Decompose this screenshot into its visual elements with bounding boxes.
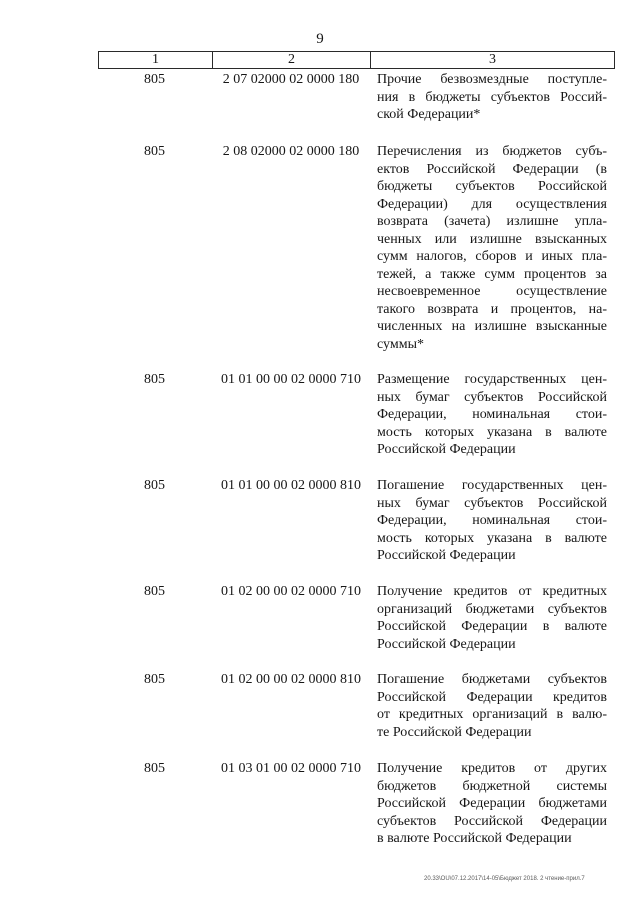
budget-classification-code: 2 08 02000 02 0000 180 xyxy=(222,144,360,159)
admin-code: 805 xyxy=(144,72,165,87)
item-name: Погашение государственных цен- ных бумаг субъектов Российской Федерации, номинальная стои- мость которых указана в валюте Российской Федерации xyxy=(377,478,607,563)
page-number: 9 xyxy=(316,31,324,47)
item-name: Погашение бюджетами субъектов Российской Федерации кредитов от кредитных организаций в валю- те Российской Федерации xyxy=(377,672,607,740)
budget-classification-code: 01 03 01 00 02 0000 710 xyxy=(221,761,361,776)
budget-classification-code: 01 02 00 00 02 0000 810 xyxy=(221,672,361,687)
item-name: Размещение государственных цен- ных бумаг субъектов Российской Федерации, номинальная стои- мость которых указана в валюте Российской Федерации xyxy=(377,372,607,457)
item-name: Получение кредитов от других бюджетов бюджетной системы Российской Федерации бюджетами субъектов Российской Федерации в валюте Российской Федерации xyxy=(377,761,607,846)
item-name: Получение кредитов от кредитных организаций бюджетами субъектов Российской Федерации в валюте Российской Федерации xyxy=(377,584,607,652)
budget-classification-code: 01 02 00 00 02 0000 710 xyxy=(221,584,361,599)
admin-code: 805 xyxy=(144,761,165,776)
admin-code: 805 xyxy=(144,144,165,159)
budget-classification-code: 2 07 02000 02 0000 180 xyxy=(222,72,360,87)
item-name: Прочие безвозмездные поступле- ния в бюджеты субъектов Россий- ской Федерации* xyxy=(377,72,607,122)
budget-classification-code: 01 01 00 00 02 0000 810 xyxy=(221,478,361,493)
header-col-1: 1 xyxy=(152,52,159,67)
admin-code: 805 xyxy=(144,372,165,387)
admin-code: 805 xyxy=(144,584,165,599)
header-col-2: 2 xyxy=(212,52,370,68)
footer-file-path: 20.33\OU\07.12.2017\14-05\Бюджет 2018. 2 чтение-прил.7 xyxy=(424,876,585,882)
admin-code: 805 xyxy=(144,672,165,687)
table-header xyxy=(98,51,615,69)
header-col-3: 3 xyxy=(370,52,614,68)
budget-classification-code: 01 01 00 00 02 0000 710 xyxy=(221,372,361,387)
admin-code: 805 xyxy=(144,478,165,493)
item-name: Перечисления из бюджетов субъ- ектов Российской Федерации (в бюджеты субъектов Российской Федерации) для осуществления возврата (зачета) излишне упла- ченных или излишне взысканных сумм налогов, сборов и иных пла- тежей, а также сумм процентов за несвоевременное осуществление такого возврата и процентов, на- численных на излишне взысканные суммы* xyxy=(377,144,607,352)
